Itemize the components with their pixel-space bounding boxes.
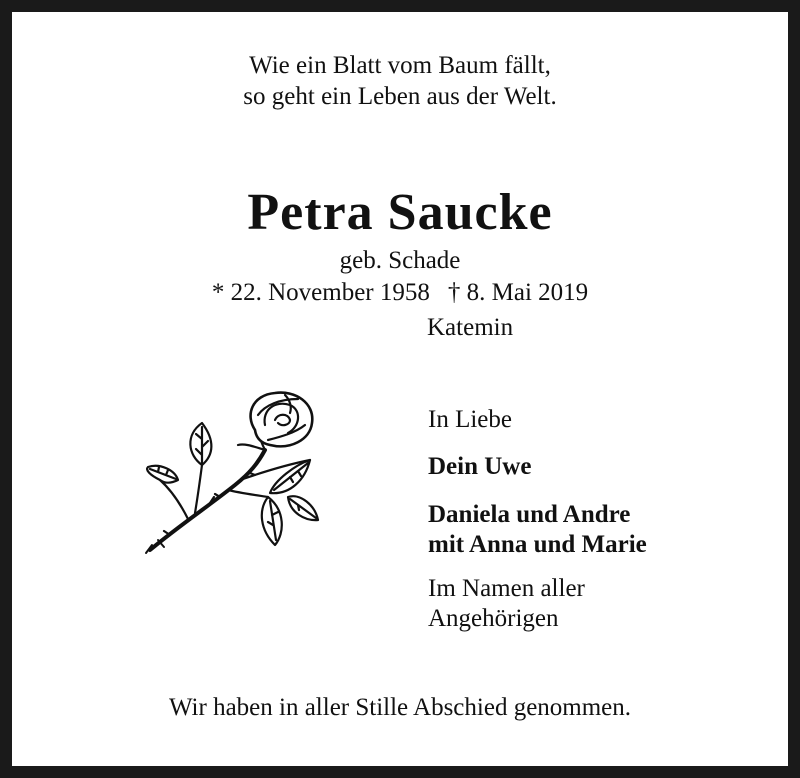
- death-date: 8. Mai 2019: [466, 279, 589, 306]
- place: Katemin: [427, 314, 514, 341]
- signature-children: [428, 500, 647, 560]
- signature-relatives-line-1: Im Namen aller: [428, 575, 585, 602]
- rose-icon: [140, 385, 325, 560]
- verse-line-2: so geht ein Leben aus der Welt.: [243, 83, 557, 110]
- signature-children-line-1: Daniela und Andre: [428, 501, 631, 528]
- signature-relatives: [428, 574, 585, 634]
- deceased-name: Petra Saucke: [247, 184, 553, 241]
- signature-relatives-line-2: Angehörigen: [428, 605, 559, 632]
- death-marker: †: [447, 279, 461, 306]
- birth-name: geb. Schade: [339, 247, 461, 274]
- birth-marker: *: [211, 279, 225, 306]
- verse: [0, 50, 800, 112]
- birth-date: 22. November 1958: [230, 279, 430, 306]
- verse-line-1: Wie ein Blatt vom Baum fällt,: [249, 52, 551, 79]
- signature-intro: In Liebe: [428, 406, 512, 433]
- life-dates: [0, 279, 800, 307]
- signature-partner: Dein Uwe: [428, 453, 532, 480]
- closing-line: Wir haben in aller Stille Abschied genommen.: [168, 694, 632, 721]
- signature-children-line-2: mit Anna und Marie: [428, 531, 647, 558]
